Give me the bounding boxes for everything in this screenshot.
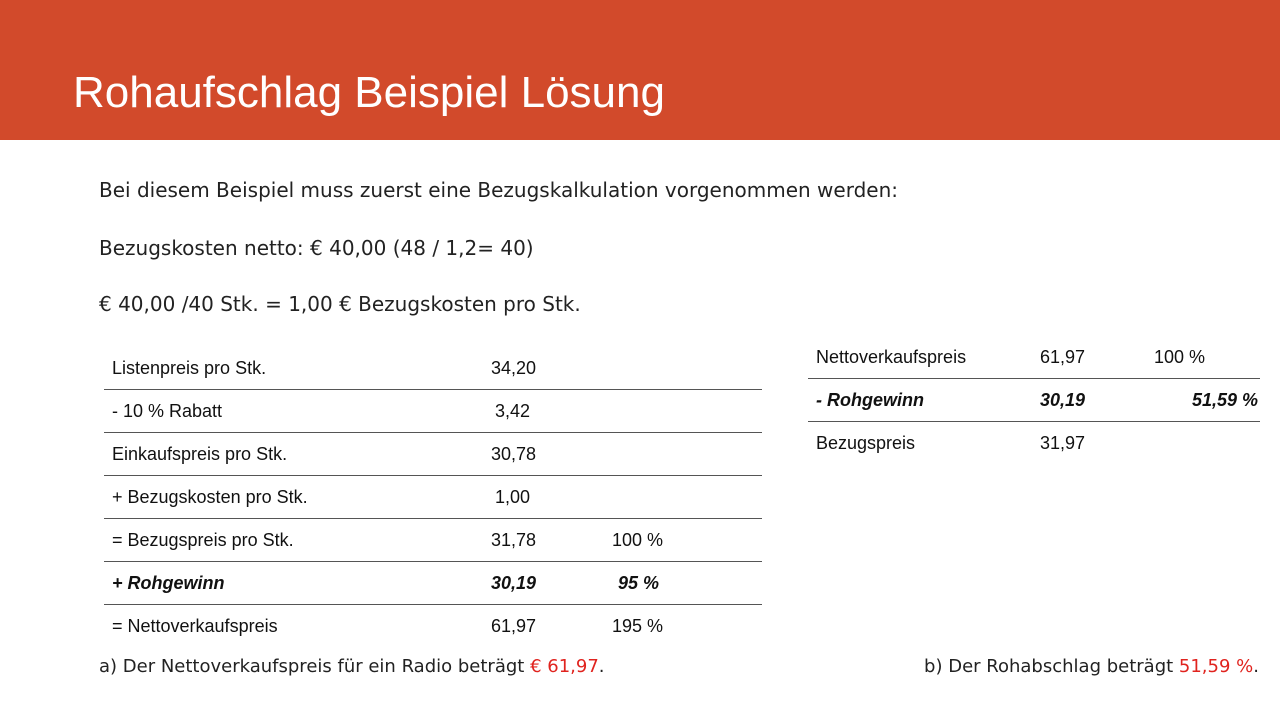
row-value: 61,97: [1040, 336, 1150, 379]
row-label: = Bezugspreis pro Stk.: [104, 519, 474, 562]
row-label: Bezugspreis: [816, 432, 916, 453]
row-value: 30,78: [474, 433, 536, 476]
row-label: = Nettoverkaufspreis: [112, 615, 278, 636]
table-row: [808, 422, 1260, 465]
intro-line-1: Bei diesem Beispiel muss zuerst eine Bezugskalkulation vorgenommen werden:: [99, 178, 898, 202]
row-percent: [536, 347, 762, 390]
row-value: 34,20: [474, 347, 536, 390]
row-label: + Bezugskosten pro Stk.: [104, 476, 474, 519]
row-value: 31,78: [474, 519, 536, 562]
answer-b-value: 51,59 %: [1178, 656, 1254, 677]
row-percent: [1150, 422, 1260, 465]
row-percent: [536, 433, 762, 476]
table-row: [104, 562, 762, 605]
row-value: 30,19: [1040, 379, 1150, 422]
row-value: 3,42: [474, 390, 536, 433]
table-row: [104, 433, 762, 476]
row-label: Nettoverkaufspreis: [808, 336, 1040, 379]
answer-b: [924, 655, 1259, 679]
table-row: [808, 336, 1260, 379]
answer-a-text: a) Der Nettoverkaufspreis für ein Radio beträgt: [99, 656, 531, 677]
row-percent: 51,59 %: [1150, 379, 1260, 422]
answer-a-end: .: [598, 656, 605, 677]
slide-title: Rohaufschlag Beispiel Lösung: [73, 68, 665, 117]
row-percent: 195 %: [612, 615, 664, 636]
row-label: - 10 % Rabatt: [104, 390, 474, 433]
purchase-calculation-table: [104, 347, 762, 647]
row-value: 61,97: [490, 615, 536, 636]
markdown-calculation-table: [808, 336, 1260, 464]
answer-b-end: .: [1253, 656, 1259, 677]
row-label: - Rohgewinn: [808, 379, 1040, 422]
row-percent: [536, 476, 762, 519]
row-percent: 100 %: [1150, 336, 1260, 379]
row-percent: 95 %: [536, 562, 762, 605]
intro-line-3: € 40,00 /40 Stk. = 1,00 € Bezugskosten pro Stk.: [99, 292, 581, 316]
answer-b-text: b) Der Rohabschlag beträgt: [924, 656, 1179, 677]
table-row: [808, 379, 1260, 422]
answer-a-value: € 61,97: [530, 656, 599, 677]
row-value: 1,00: [474, 476, 536, 519]
row-value: 31,97: [1040, 432, 1086, 453]
row-percent: 100 %: [536, 519, 762, 562]
table-row: [104, 476, 762, 519]
table-row: [104, 390, 762, 433]
row-label: + Rohgewinn: [104, 562, 474, 605]
row-label: Listenpreis pro Stk.: [104, 347, 474, 390]
table-row: [104, 519, 762, 562]
table-row: [104, 347, 762, 390]
intro-line-2: Bezugskosten netto: € 40,00 (48 / 1,2= 40): [99, 236, 534, 260]
table-row: [104, 605, 762, 648]
row-value: 30,19: [474, 562, 536, 605]
row-label: Einkaufspreis pro Stk.: [104, 433, 474, 476]
answer-a: [99, 655, 605, 679]
row-percent: [536, 390, 762, 433]
